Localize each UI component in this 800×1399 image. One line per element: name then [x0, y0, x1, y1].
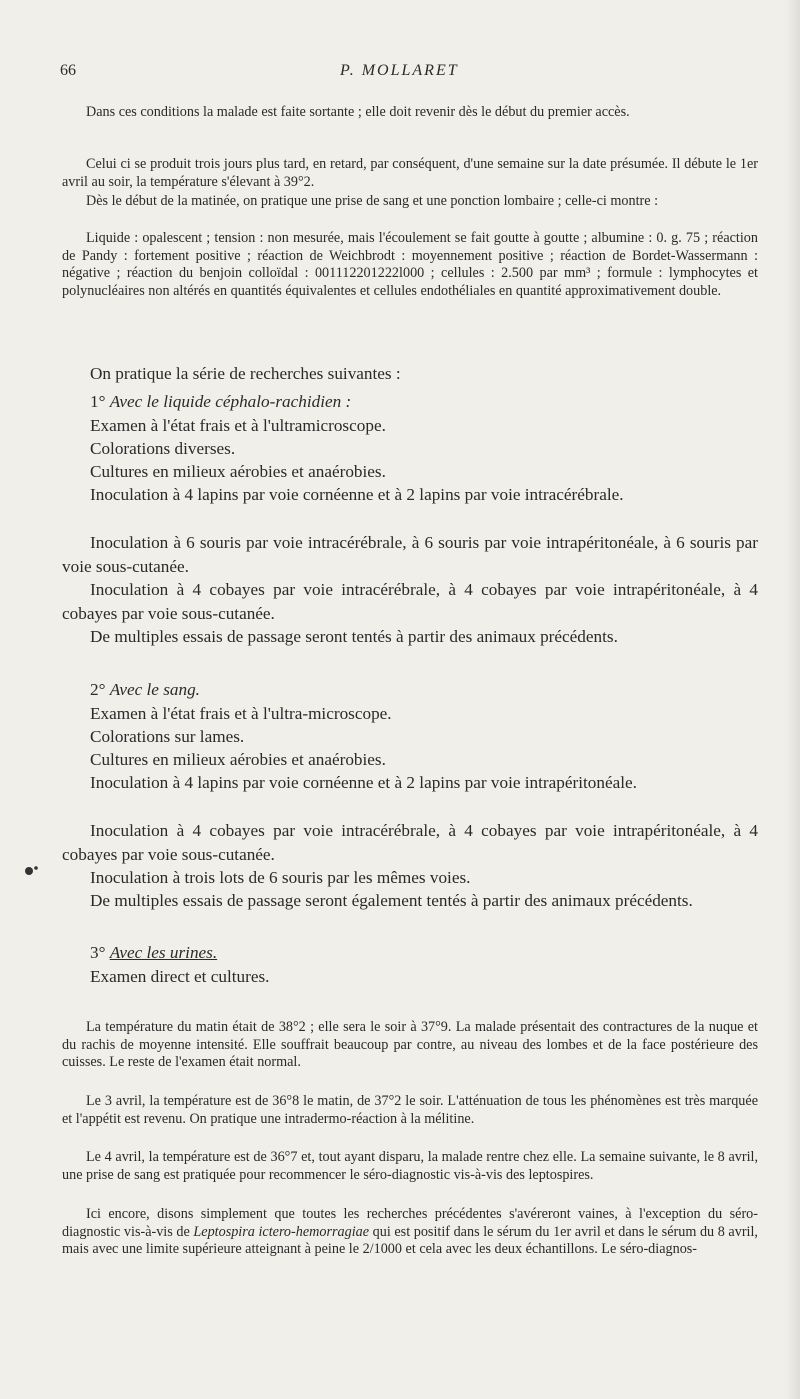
paragraph-temperature: La température du matin était de 38°2 ; elle sera le soir à 37°9. La malade présentait des contractures de la nuque et du rachis de moyenne intensité. Elle souffrait beaucoup par contre, au niveau des lombes et de la face postérieure des cuisses. Le reste de l'examen était normal. — [62, 1019, 758, 1070]
section-1-item: De multiples essais de passage seront tentés à partir des animaux précédents. — [90, 627, 618, 646]
section-1-number: 1° — [90, 392, 106, 411]
paragraph-premier-acces: Celui ci se produit trois jours plus tard, en retard, par conséquent, d'une semaine sur la date présumée. Il débute le 1er avril au soir, la température s'élevant à 39°2. — [62, 156, 758, 190]
ink-blot-mark — [24, 864, 40, 876]
section-3-title: Avec les urines. — [109, 943, 218, 962]
paragraph-4-avril: Le 4 avril, la température est de 36°7 et, tout ayant disparu, la malade rentre chez elle. La semaine suivante, le 8 avril, une prise de sang est pratiquée pour recommencer le séro-diagnostic vis-à-vis des leptospires. — [62, 1149, 758, 1183]
page-header — [60, 62, 760, 86]
paragraph-sero-diagnostic — [62, 1206, 758, 1259]
section-3-heading — [90, 941, 758, 964]
section-1-item: Inoculation à 4 lapins par voie cornéenne et à 2 lapins par voie intracérébrale. — [90, 485, 624, 504]
section-2-heading — [90, 678, 758, 701]
paragraph-3-avril: Le 3 avril, la température est de 36°8 le matin, de 37°2 le soir. L'atténuation de tous les phénomènes est très marquée et l'appétit est revenu. On pratique une intradermo-réaction à la mélitine. — [62, 1093, 758, 1127]
section-2-number: 2° — [90, 680, 106, 699]
section-2-item: De multiples essais de passage seront également tentés à partir des animaux précédents. — [90, 891, 693, 910]
section-2-title: Avec le sang. — [109, 680, 200, 699]
paragraph-ponction: Dès le début de la matinée, on pratique une prise de sang et une ponction lombaire ; celle-ci montre : — [86, 193, 659, 209]
paragraph-sortante: Dans ces conditions la malade est faite sortante ; elle doit revenir dès le début du premier accès. — [86, 104, 630, 120]
leptospira-name: Leptospira ictero-hemorragiae — [193, 1223, 370, 1240]
sero-text-1: Ici encore, disons simplement que toutes les recherches précédentes s'avéreront vaines, à l'exception du séro-diagnostic vis-à-vis de — [62, 1206, 758, 1240]
section-1-heading — [90, 390, 758, 413]
section-1-item: Colorations diverses. — [90, 439, 236, 458]
section-1-item: Inoculation à 4 cobayes par voie intracérébrale, à 4 cobayes par voie intrapéritonéale, à 4 cobayes par voie sous-cutanée. — [62, 580, 758, 623]
paragraph-liquide: Liquide : opalescent ; tension : non mesurée, mais l'écoulement se fait goutte à goutte ; albumine : 0. g. 75 ; réaction de Pandy : fortement positive ; réaction de Weichbrodt : moyennement positive ; réaction de Bordet-Wassermann : négative ; réaction du benjoin colloïdal : 001112201222l000 ; cellules : 2.500 par mm³ ; formule : lymphocytes et polynucléaires non altérés en quantités équivalentes et cellules endothéliales en quantité approximativement double. — [62, 230, 758, 299]
section-2-item: Examen à l'état frais et à l'ultra-microscope. — [90, 704, 392, 723]
section-2-item: Cultures en milieux aérobies et anaérobies. — [90, 750, 386, 769]
sero-text-2: qui est positif dans le sérum du 1er avril et dans le sérum du 8 avril, mais avec une limite supérieure atteignant à peine le 2/1000 et cela avec les deux échantillons. Le séro-diagnos- — [62, 1223, 758, 1257]
section-2-item: Colorations sur lames. — [90, 727, 245, 746]
section-2-item: Inoculation à 4 cobayes par voie intracérébrale, à 4 cobayes par voie intrapéritonéale, à 4 cobayes par voie sous-cutanée. — [62, 821, 758, 864]
section-1-item: Cultures en milieux aérobies et anaérobies. — [90, 462, 386, 481]
intro-recherches: On pratique la série de recherches suivantes : — [90, 364, 401, 383]
section-1-title: Avec le liquide céphalo-rachidien : — [109, 392, 352, 411]
page-edge-shadow — [786, 0, 800, 1399]
page-number: 66 — [60, 62, 76, 79]
section-3-number: 3° — [90, 943, 106, 962]
section-2-item: Inoculation à trois lots de 6 souris par les mêmes voies. — [90, 868, 471, 887]
section-1-item: Examen à l'état frais et à l'ultramicroscope. — [90, 416, 386, 435]
section-2-item: Inoculation à 4 lapins par voie cornéenne et à 2 lapins par voie intrapéritonéale. — [90, 773, 637, 792]
section-3-item: Examen direct et cultures. — [90, 967, 270, 986]
running-head: P. MOLLARET — [340, 62, 459, 79]
section-1-item: Inoculation à 6 souris par voie intracérébrale, à 6 souris par voie intrapéritonéale, à 6 souris par voie sous-cutanée. — [62, 533, 758, 576]
